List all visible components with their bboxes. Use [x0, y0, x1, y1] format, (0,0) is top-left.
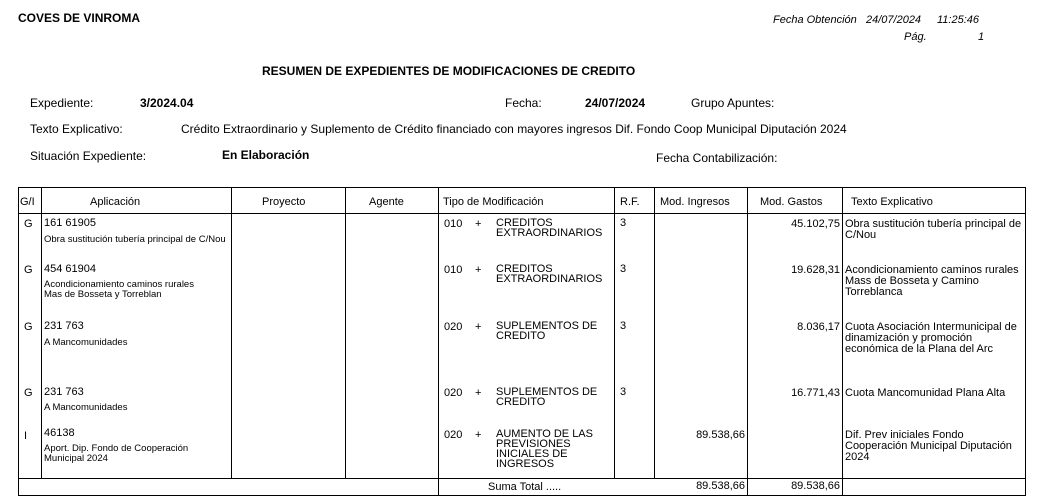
- row-sign: +: [475, 264, 482, 276]
- row-gastos: 8.036,17: [797, 321, 840, 333]
- total-ingresos: 89.538,66: [696, 480, 745, 492]
- col-line: [842, 187, 843, 496]
- col-header-texto: Texto Explicativo: [851, 196, 933, 208]
- row-rf: 3: [620, 263, 627, 275]
- row-texto: Dif. Prev iniciales Fondo Cooperación Municipal Diputación 2024: [845, 429, 1012, 463]
- col-header-agente: Agente: [369, 196, 404, 208]
- col-header-ingresos: Mod. Ingresos: [660, 196, 730, 208]
- company-name: COVES DE VINROMA: [18, 11, 141, 25]
- texto-explicativo-label: Texto Explicativo:: [30, 122, 123, 136]
- fecha-obtencion-time: 11:25:46: [937, 14, 980, 26]
- row-gastos: 19.628,31: [791, 264, 840, 276]
- fecha-value: 24/07/2024: [585, 96, 646, 110]
- col-line: [18, 187, 19, 496]
- row-texto: Acondicionamiento caminos rurales Mass de Bosseta y Camino Torreblanca: [845, 264, 1019, 298]
- table-header-border: [18, 213, 1025, 214]
- col-header-aplicacion: Aplicación: [90, 196, 141, 208]
- row-sign: +: [475, 387, 482, 399]
- total-gastos: 89.538,66: [791, 480, 840, 492]
- row-texto: Cuota Mancomunidad Plana Alta: [845, 387, 1006, 399]
- col-line: [438, 187, 439, 496]
- row-desc: A Mancomunidades: [44, 402, 128, 413]
- row-tipo-desc: AUMENTO DE LAS PREVISIONES INICIALES DE INGRESOS: [496, 428, 593, 470]
- pag-value: 1: [978, 31, 985, 43]
- row-texto: Obra sustitución tubería principal de C/Nou: [845, 218, 1022, 241]
- col-header-gi: G/I: [20, 196, 35, 208]
- row-code: 231 763: [44, 386, 84, 398]
- row-tipo-code: 010: [444, 218, 463, 230]
- col-line: [654, 187, 655, 478]
- total-label: Suma Total .....: [488, 481, 562, 493]
- row-gi: I: [24, 430, 28, 442]
- row-desc: Obra sustitución tubería principal de C/Nou: [44, 234, 226, 245]
- row-rf: 3: [620, 320, 627, 332]
- col-line: [1025, 187, 1026, 496]
- row-sign: +: [475, 218, 482, 230]
- col-header-rf: R.F.: [620, 196, 640, 208]
- row-gastos: 16.771,43: [791, 387, 840, 399]
- col-line: [345, 187, 346, 478]
- row-code: 454 61904: [44, 263, 96, 275]
- table-top-border: [18, 187, 1025, 188]
- row-sign: +: [475, 321, 482, 333]
- expediente-label: Expediente:: [30, 96, 94, 110]
- col-header-gastos: Mod. Gastos: [760, 196, 823, 208]
- row-rf: 3: [620, 386, 627, 398]
- row-code: 231 763: [44, 320, 84, 332]
- row-gi: G: [24, 387, 33, 399]
- row-tipo-code: 010: [444, 264, 463, 276]
- col-line: [747, 187, 748, 496]
- row-tipo-desc: SUPLEMENTOS DE CREDITO: [496, 386, 598, 408]
- row-tipo-desc: SUPLEMENTOS DE CREDITO: [496, 320, 598, 342]
- row-sign: +: [475, 429, 482, 441]
- texto-explicativo-value: Crédito Extraordinario y Suplemento de Crédito financiado con mayores ingresos Dif. Fondo Coop Municipal Diputación 2024: [181, 122, 847, 136]
- col-header-tipo: Tipo de Modificación: [443, 196, 544, 208]
- row-gastos: 45.102,75: [791, 218, 840, 230]
- row-tipo-desc: CREDITOS EXTRAORDINARIOS: [496, 263, 603, 285]
- row-desc: A Mancomunidades: [44, 337, 128, 348]
- col-line: [231, 187, 232, 478]
- fecha-obtencion-date: 24/07/2024: [866, 14, 922, 26]
- row-gi: G: [24, 218, 33, 230]
- row-desc: Acondicionamiento caminos rurales Mas de Bosseta y Torreblan: [44, 279, 194, 300]
- situacion-label: Situación Expediente:: [30, 149, 147, 163]
- row-tipo-code: 020: [444, 321, 463, 333]
- fecha-label: Fecha:: [505, 96, 542, 110]
- row-desc: Aport. Dip. Fondo de Cooperación Municipal 2024: [44, 443, 189, 464]
- row-gi: G: [24, 321, 33, 333]
- col-line: [41, 187, 42, 478]
- fecha-contabilizacion-label: Fecha Contabilización:: [656, 151, 778, 165]
- row-tipo-desc: CREDITOS EXTRAORDINARIOS: [496, 217, 603, 239]
- row-rf: 3: [620, 217, 627, 229]
- grupo-apuntes-label: Grupo Apuntes:: [691, 96, 775, 110]
- row-code: 46138: [44, 427, 75, 439]
- row-code: 161 61905: [44, 217, 96, 229]
- situacion-value: En Elaboración: [222, 148, 310, 162]
- row-gi: G: [24, 264, 33, 276]
- col-line: [614, 187, 615, 478]
- fecha-obtencion-label: Fecha Obtención: [773, 14, 857, 26]
- table-total-border: [18, 478, 1025, 479]
- expediente-value: 3/2024.04: [140, 96, 194, 110]
- row-texto: Cuota Asociación Intermunicipal de dinamización y promoción económica de la Plana del Arc: [845, 321, 1017, 355]
- pag-label: Pág.: [904, 31, 927, 43]
- col-header-proyecto: Proyecto: [262, 196, 306, 208]
- report-title: RESUMEN DE EXPEDIENTES DE MODIFICACIONES DE CREDITO: [262, 64, 636, 78]
- row-ingresos: 89.538,66: [696, 429, 745, 441]
- row-tipo-code: 020: [444, 429, 463, 441]
- row-tipo-code: 020: [444, 387, 463, 399]
